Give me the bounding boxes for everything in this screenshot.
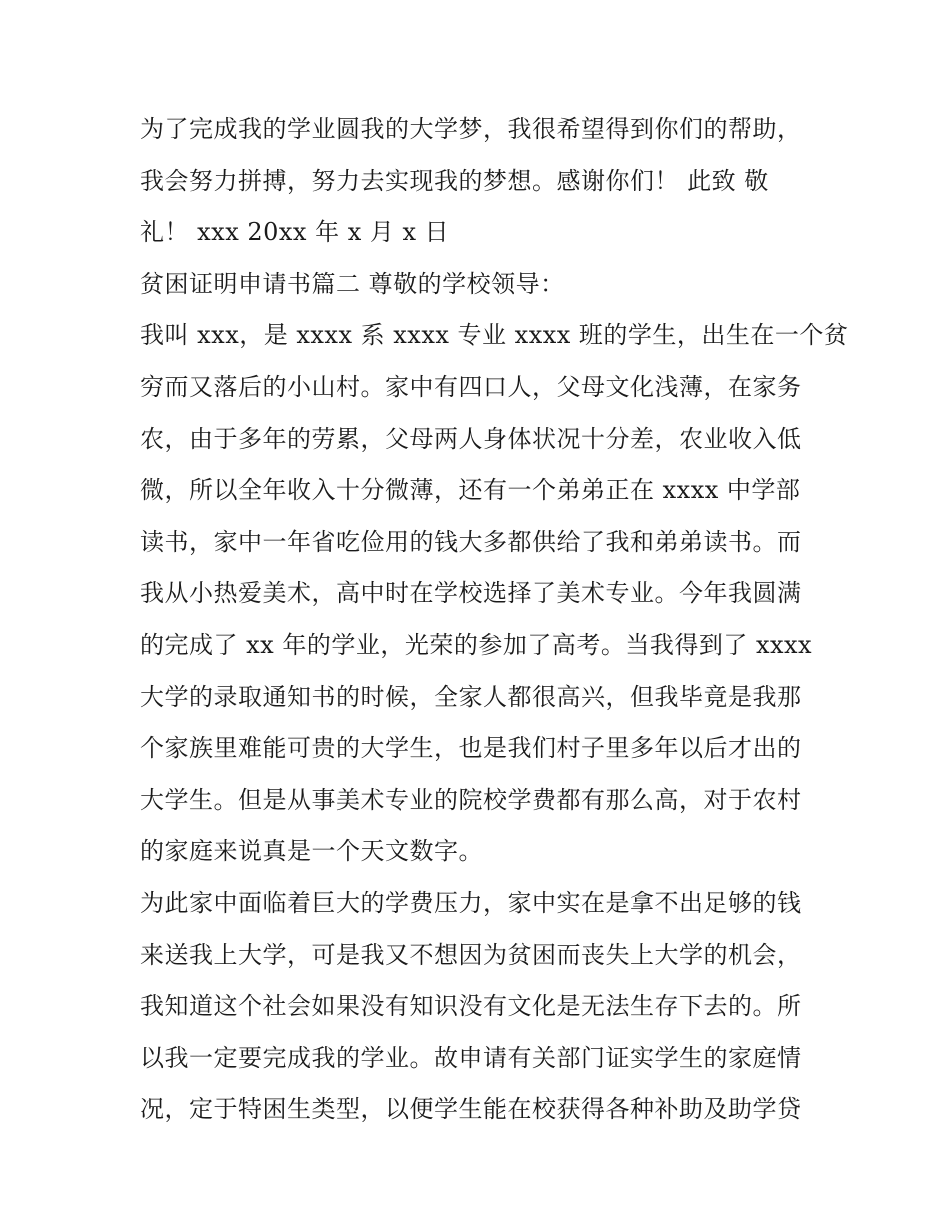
text-line: 农，由于多年的劳累，父母两人身体状况十分差，农业收入低 bbox=[140, 424, 802, 453]
text-line: 为了完成我的学业圆我的大学梦，我很希望得到你们的帮助， bbox=[140, 115, 802, 143]
text-line: 以我一定要完成我的学业。故申请有关部门证实学生的家庭情 bbox=[140, 1043, 802, 1072]
text-line: 大学的录取通知书的时候，全家人都很高兴，但我毕竟是我那 bbox=[140, 682, 802, 711]
text-line: 穷而又落后的小山村。家中有四口人，父母文化浅薄，在家务 bbox=[140, 372, 802, 401]
body-text bbox=[140, 104, 849, 1136]
text-line: 我叫 xxx，是 xxxx 系 xxxx 专业 xxxx 班的学生，出生在一个贫 bbox=[140, 321, 849, 350]
text-line: 我知道这个社会如果没有知识没有文化是无法生存下去的。所 bbox=[140, 992, 802, 1021]
text-line: 的家庭来说真是一个天文数字。 bbox=[140, 837, 483, 866]
text-line: 读书，家中一年省吃俭用的钱大多都供给了我和弟弟读书。而 bbox=[140, 527, 802, 556]
section-heading: 贫困证明申请书篇二 尊敬的学校领导： bbox=[140, 269, 565, 298]
text-line: 来送我上大学，可是我又不想因为贫困而丧失上大学的机会， bbox=[140, 940, 802, 969]
text-line: 为此家中面临着巨大的学费压力，家中实在是拿不出足够的钱 bbox=[140, 888, 802, 917]
text-line: 微，所以全年收入十分微薄，还有一个弟弟正在 xxxx 中学部 bbox=[140, 476, 801, 505]
text-line: 个家族里难能可贵的大学生，也是我们村子里多年以后才出的 bbox=[140, 734, 802, 763]
text-line: 况，定于特困生类型，以便学生能在校获得各种补助及助学贷 bbox=[140, 1095, 802, 1124]
text-line: 我从小热爱美术，高中时在学校选择了美术专业。今年我圆满 bbox=[140, 579, 802, 608]
text-line: 大学生。但是从事美术专业的院校学费都有那么高，对于农村 bbox=[140, 785, 802, 814]
text-line: 礼！ xxx 20xx 年 x 月 x 日 bbox=[140, 218, 450, 247]
text-line: 的完成了 xx 年的学业，光荣的参加了高考。当我得到了 xxxx bbox=[140, 630, 813, 659]
text-line: 我会努力拼搏，努力去实现我的梦想。感谢你们！ 此致 敬 bbox=[140, 166, 769, 195]
